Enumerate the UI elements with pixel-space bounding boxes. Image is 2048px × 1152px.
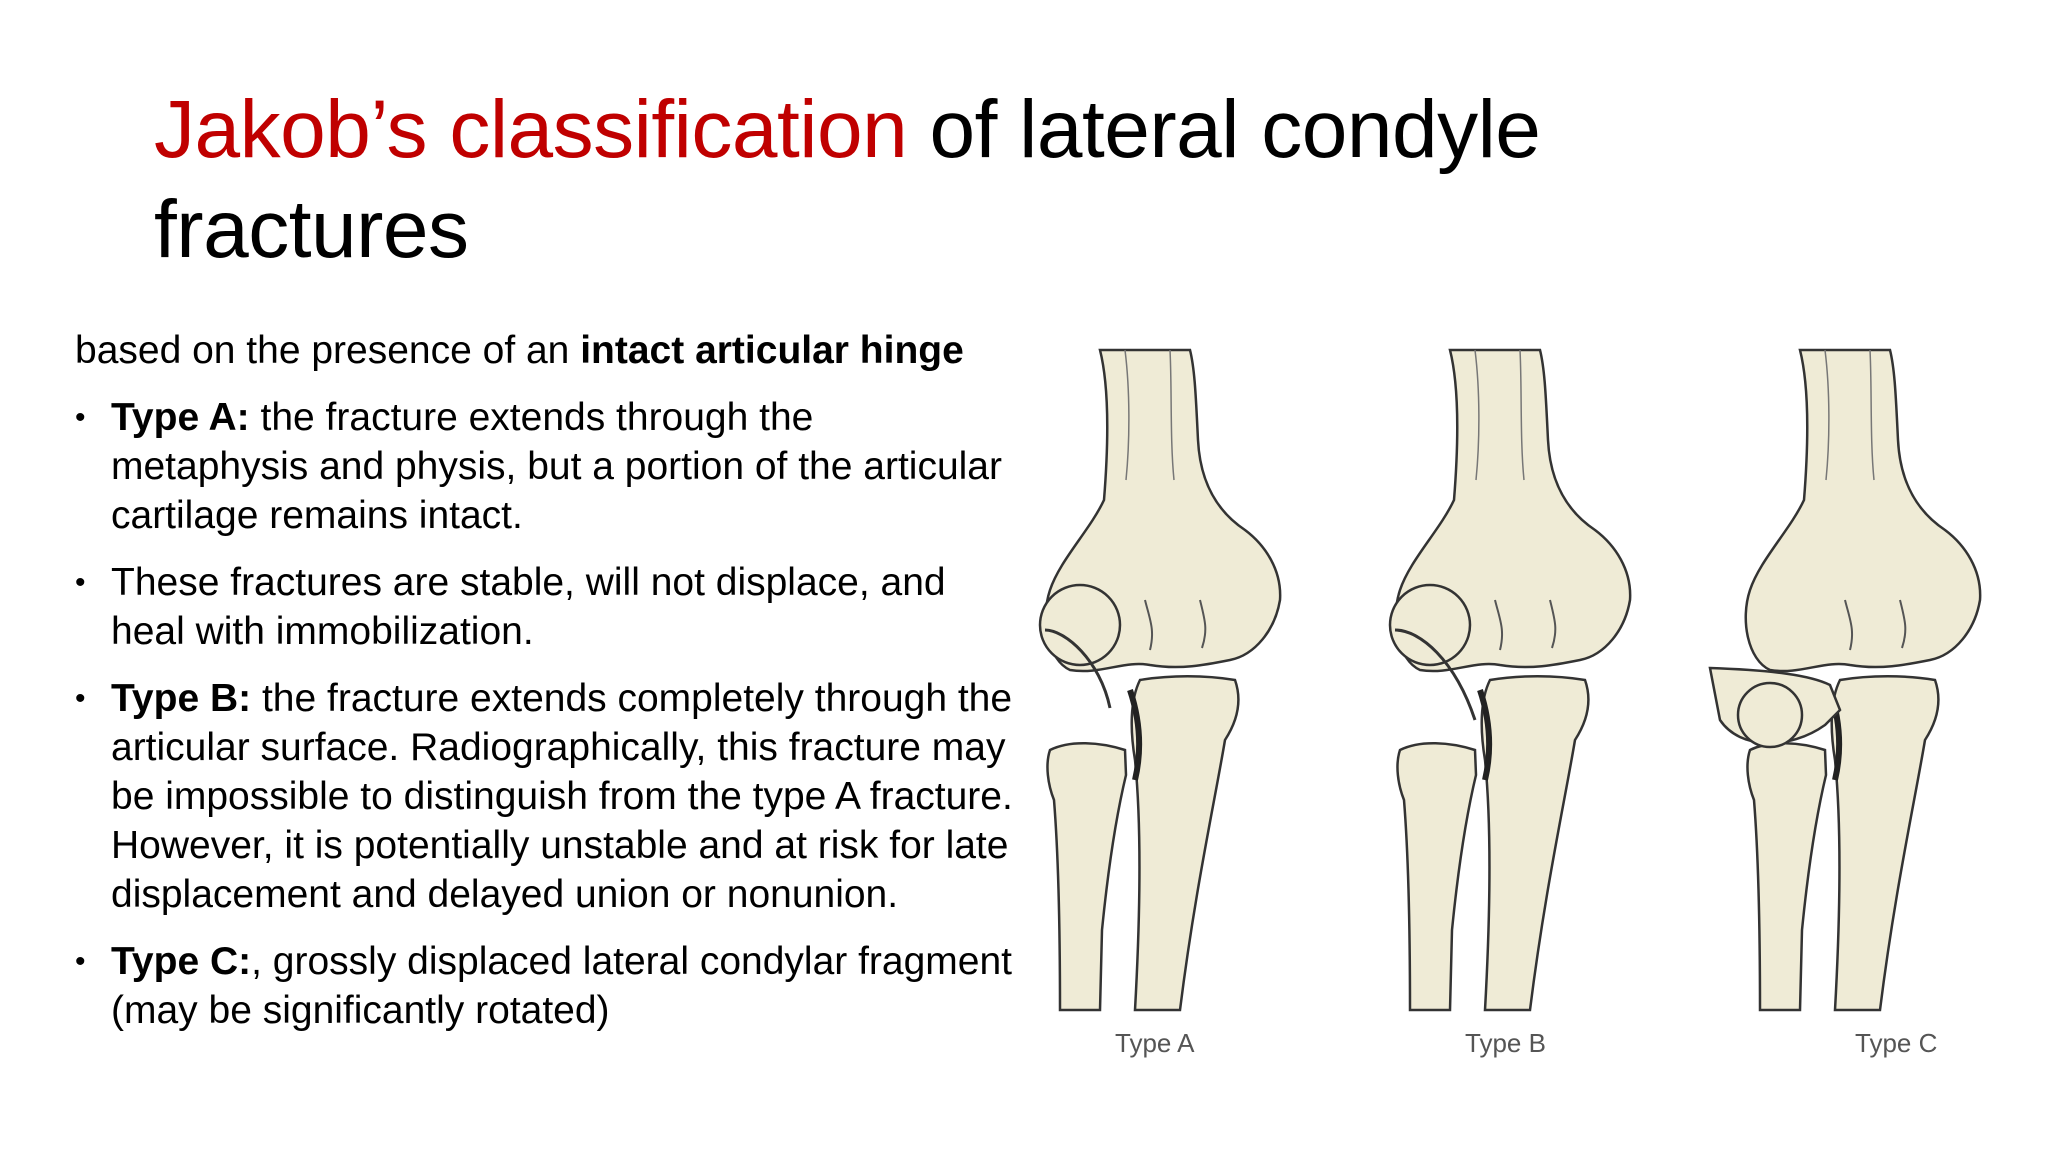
intro-prefix: based on the presence of an — [75, 329, 581, 372]
slide-title — [154, 80, 1854, 280]
intro-line — [75, 326, 1015, 375]
bullet-type-b — [75, 674, 1015, 919]
type-b-bone — [1390, 350, 1630, 1010]
elbow-fracture-illustration — [1010, 330, 2010, 1090]
caption-type-b: Type B — [1465, 1028, 1546, 1058]
bullet-type-a — [75, 393, 1015, 540]
bullet-label: Type B: — [111, 677, 252, 720]
bullet-text: , grossly displaced lateral condylar fragment (may be significantly rotated) — [111, 940, 1012, 1032]
bullet-dot-icon: • — [75, 945, 86, 978]
bullet-dot-icon: • — [75, 682, 86, 715]
caption-type-a: Type A — [1115, 1028, 1195, 1058]
bullet-list — [75, 393, 1015, 1035]
type-c-bone — [1710, 350, 1980, 1010]
bullet-dot-icon: • — [75, 401, 86, 434]
title-accent: Jakob’s classification — [154, 84, 908, 175]
title-rest: of lateral condyle fractures — [154, 84, 1541, 275]
bullet-label: Type C: — [111, 940, 252, 983]
bullet-type-c — [75, 937, 1015, 1035]
body-text — [75, 326, 1015, 1053]
elbow-diagram — [1010, 330, 2010, 1090]
bullet-dot-icon: • — [75, 566, 86, 599]
intro-bold: intact articular hinge — [580, 329, 964, 372]
caption-type-c: Type C — [1855, 1028, 1938, 1058]
bullet-text: the fracture extends through the metaphysis and physis, but a portion of the articular cartilage remains intact. — [111, 396, 1002, 537]
bullet-text: the fracture extends completely through the articular surface. Radiographically, this fracture may be impossible to distinguish from the type A fracture. However, it is potentially unstable and at risk for late displacement and delayed union or nonunion. — [111, 677, 1013, 916]
type-a-bone — [1040, 350, 1280, 1010]
bullet-stable — [75, 558, 1015, 656]
bullet-label: Type A: — [111, 396, 250, 439]
bullet-text: These fractures are stable, will not displace, and heal with immobilization. — [111, 561, 946, 653]
